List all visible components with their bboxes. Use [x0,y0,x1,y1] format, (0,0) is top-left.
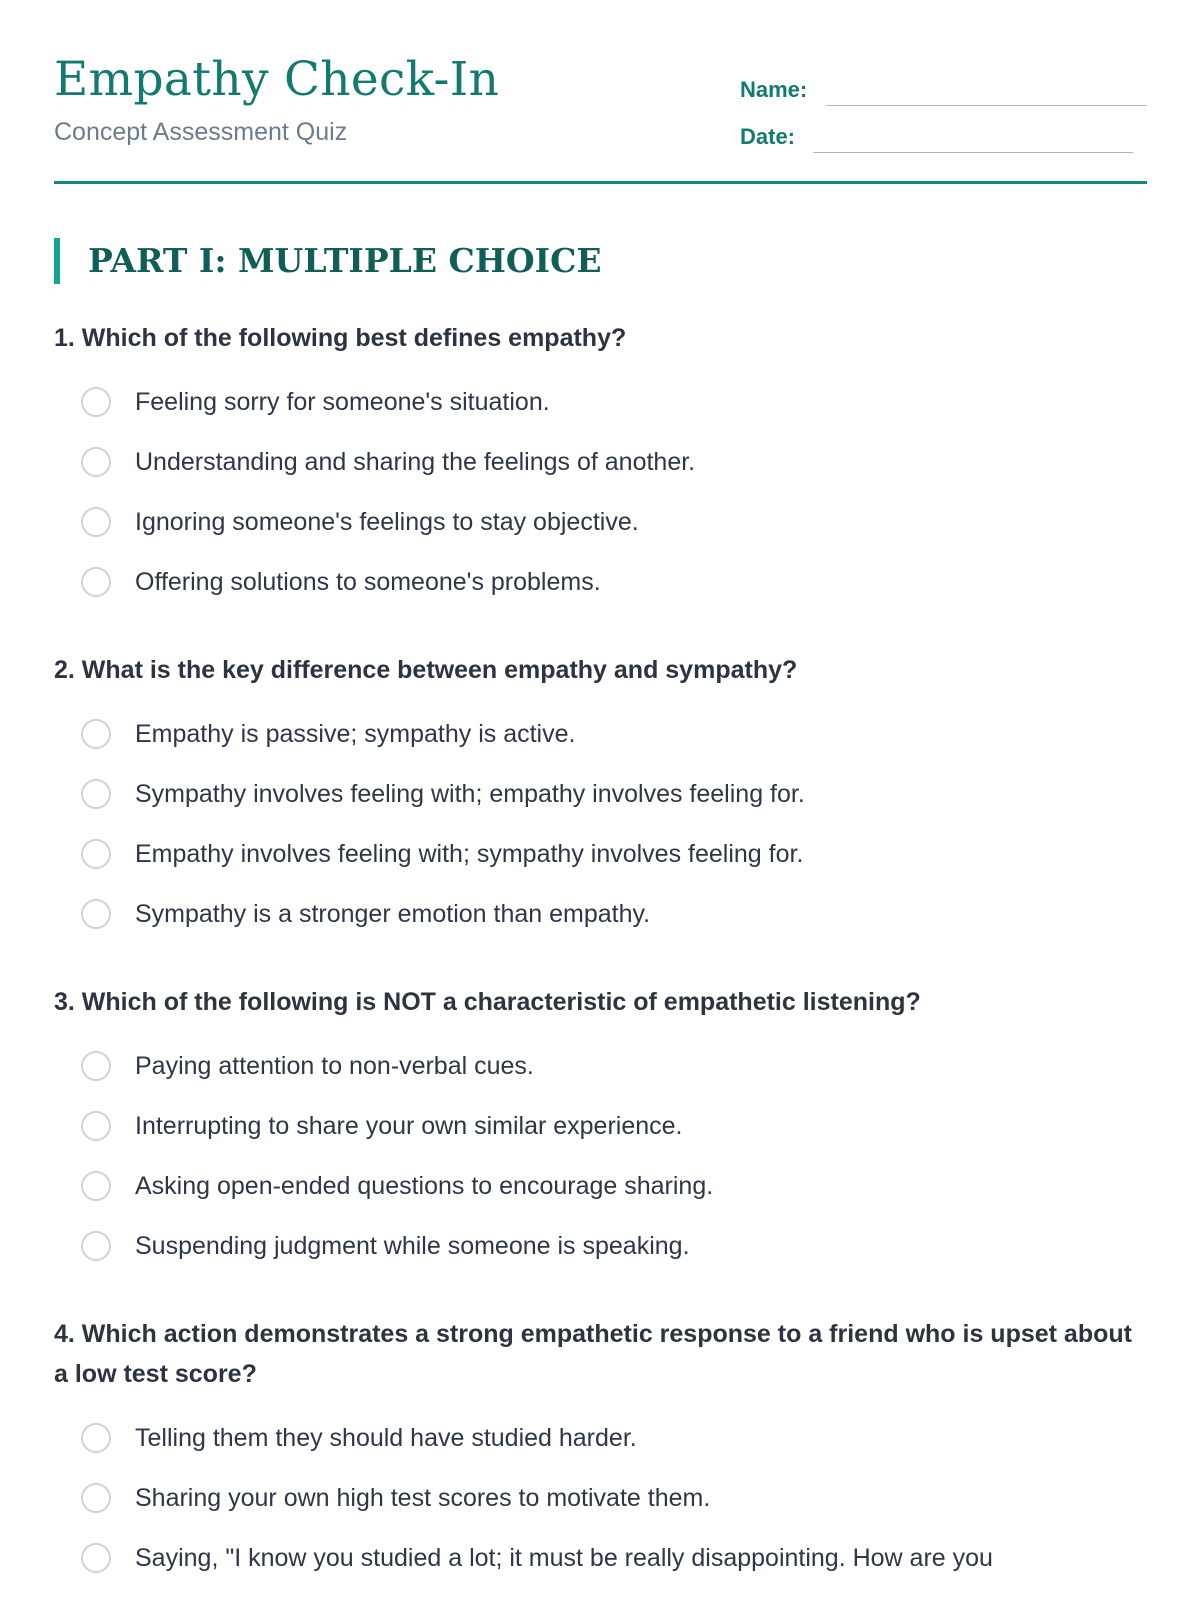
option-label: Asking open-ended questions to encourage sharing. [135,1171,714,1200]
option-label: Sympathy is a stronger emotion than empathy. [135,899,651,928]
questions-list [54,318,1147,1600]
radio-button[interactable] [81,1423,111,1453]
radio-button[interactable] [81,779,111,809]
question-text: 4. Which action demonstrates a strong empathetic response to a friend who is upset about a low test score? [54,1320,1132,1388]
option-label: Offering solutions to someone's problems. [135,567,601,596]
date-field[interactable] [813,152,1133,153]
radio-button[interactable] [81,447,111,477]
page-subtitle: Concept Assessment Quiz [54,118,348,146]
answer-option[interactable] [54,1408,1147,1468]
radio-button[interactable] [81,1171,111,1201]
answer-option[interactable] [54,372,1147,432]
radio-button[interactable] [81,1543,111,1573]
date-label: Date: [740,124,796,149]
answer-option[interactable] [54,432,1147,492]
option-label: Understanding and sharing the feelings of another. [135,447,696,476]
radio-button[interactable] [81,839,111,869]
section-heading [54,238,602,284]
option-label: Empathy involves feeling with; sympathy involves feeling for. [135,839,804,868]
page-title: Empathy Check-In [54,52,500,107]
radio-button[interactable] [81,1051,111,1081]
answer-option[interactable] [54,1156,1147,1216]
radio-button[interactable] [81,1231,111,1261]
answer-option[interactable] [54,1468,1147,1528]
question-3 [54,982,1147,1276]
radio-button[interactable] [81,567,111,597]
option-label: Feeling sorry for someone's situation. [135,387,550,416]
option-label: Sympathy involves feeling with; empathy involves feeling for. [135,779,805,808]
answer-option[interactable] [54,704,1147,764]
answer-option[interactable] [54,1096,1147,1156]
answer-option[interactable] [54,884,1147,944]
section-heading-text: PART I: MULTIPLE CHOICE [88,241,602,280]
answer-option[interactable] [54,552,1147,612]
option-label: Paying attention to non-verbal cues. [135,1051,534,1080]
question-2 [54,650,1147,944]
option-label: Saying, "I know you studied a lot; it must be really disappointing. How are you [135,1543,993,1572]
answer-option[interactable] [54,824,1147,884]
name-label: Name: [740,77,808,102]
radio-button[interactable] [81,1111,111,1141]
radio-button[interactable] [81,387,111,417]
answer-option[interactable] [54,492,1147,552]
name-field[interactable] [826,105,1147,106]
question-text: 3. Which of the following is NOT a characteristic of empathetic listening? [54,988,921,1016]
option-label: Suspending judgment while someone is speaking. [135,1231,690,1260]
option-label: Sharing your own high test scores to motivate them. [135,1483,711,1512]
radio-button[interactable] [81,1483,111,1513]
question-text: 2. What is the key difference between empathy and sympathy? [54,656,798,684]
answer-option[interactable] [54,1528,1147,1588]
radio-button[interactable] [81,719,111,749]
question-4 [54,1314,1147,1588]
answer-option[interactable] [54,1036,1147,1096]
option-label: Empathy is passive; sympathy is active. [135,719,576,748]
option-label: Ignoring someone's feelings to stay objective. [135,507,639,536]
radio-button[interactable] [81,899,111,929]
question-text: 1. Which of the following best defines empathy? [54,324,627,352]
option-label: Interrupting to share your own similar experience. [135,1111,683,1140]
option-label: Telling them they should have studied harder. [135,1423,637,1452]
question-1 [54,318,1147,612]
answer-option[interactable] [54,1216,1147,1276]
radio-button[interactable] [81,507,111,537]
answer-option[interactable] [54,764,1147,824]
quiz-header [54,0,1147,184]
